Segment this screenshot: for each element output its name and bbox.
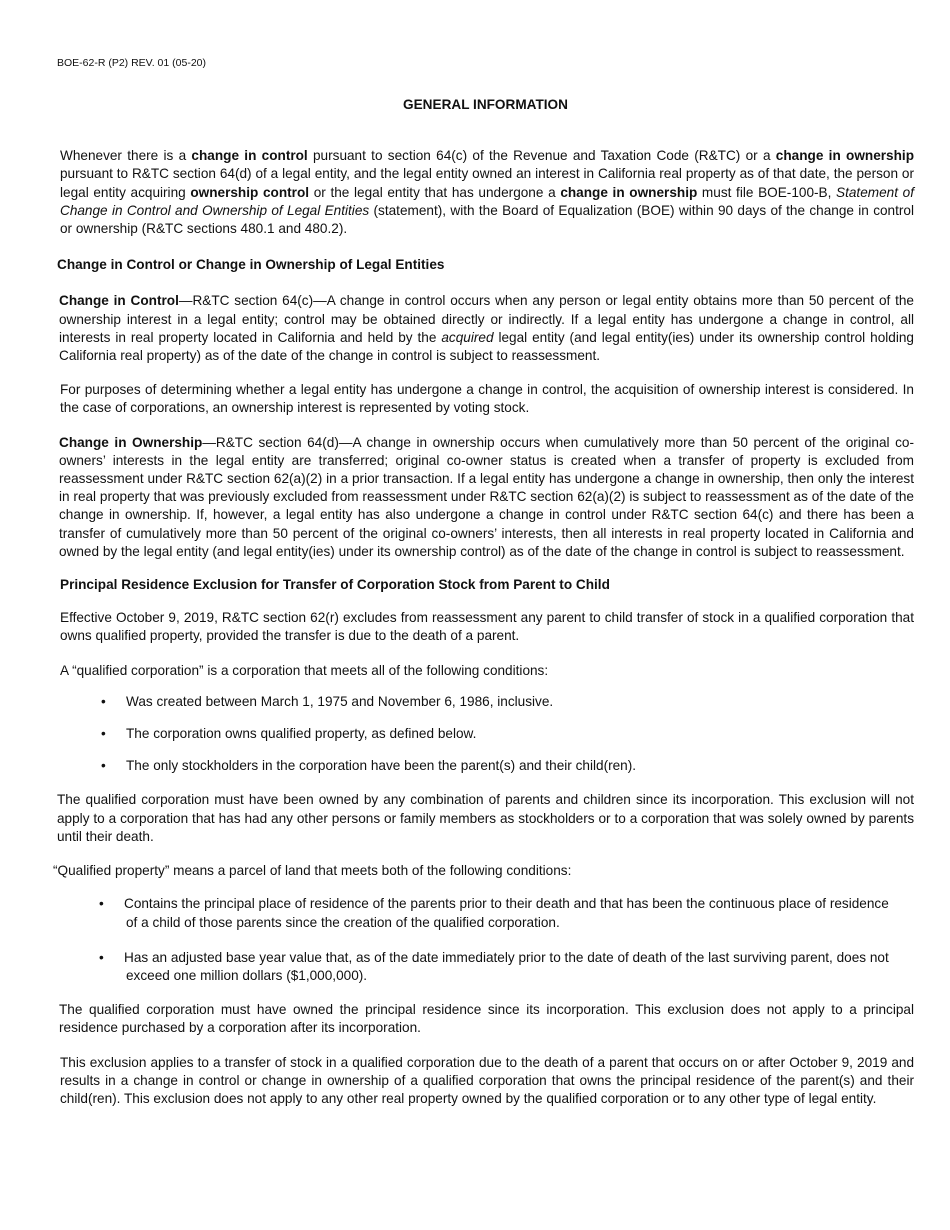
change-in-control-emphasis: acquired [441, 329, 494, 345]
list-item-text: Was created between March 1, 1975 and November 6, 1986, inclusive. [126, 693, 554, 709]
exclusion-applies-paragraph: This exclusion applies to a transfer of stock in a qualified corporation due to the death of a parent that occurs on or after October 9, 2019 and results in a change in control or change in ownership of a qualified corporation that owns the principal residence of the parent(s) and their child(ren). This exclusion does not apply to any other real property owned by the qualified corporation or to any other type of legal entity. [60, 1054, 914, 1106]
intro-term-change-in-ownership: change in ownership [775, 148, 914, 164]
qualified-corporation-residence-paragraph: The qualified corporation must have owned the principal residence since its incorporation. This exclusion does not apply to a principal residence purchased by a corporation after its incorporation. [59, 1002, 914, 1036]
list-item-text-line-2: of a child of those parents since the creation of the qualified corporation. [126, 914, 560, 930]
list-item-text-line-2: exceed one million dollars ($1,000,000). [126, 967, 368, 983]
list-item [99, 895, 914, 931]
intro-paragraph [57, 147, 914, 238]
change-in-control-term: Change in Control [59, 293, 179, 309]
list-item [99, 949, 914, 985]
change-in-ownership-text: —R&TC section 64(d)—A change in ownership occurs when cumulatively more than 50 percent of the original co-owners’ interests in the legal entity are transferred; original co-owner status is created when a transfer of property is excluded from reassessment under R&TC section 62(a)(2) in a prior transaction. If a legal entity has undergone a change in ownership, then only the interest in real property that was previously excluded from reassessment under R&TC section 62(a)(2) is subject to reassessment as of the date of the change in ownership. If, however, a legal entity has also undergone a change in control under R&TC section 64(c) and there has been a transfer of cumulatively more than 50 percent of the original co-owners’ interests, then all interests in real property located in California and owned by the legal entity (and legal entity(ies) under its ownership control) as of the date of the change in control is subject to reassessment. [59, 434, 914, 559]
change-in-control-text-2: legal entity (and legal entity(ies) under its ownership control holding California real property) as of the date of the change in control is subject to reassessment. [59, 329, 914, 364]
list-item [101, 757, 914, 775]
bullet: • [101, 726, 106, 742]
change-in-ownership-paragraph [57, 434, 914, 561]
list-item [101, 725, 914, 743]
intro-term-change-in-control: change in control [191, 148, 308, 164]
qualified-property-conditions [57, 895, 914, 985]
intro-text-3: pursuant to R&TC section 64(d) of a legal entity, and the legal entity owned an interest in California real property as of that date, the person or legal entity acquiring [60, 166, 914, 200]
form-id: BOE-62-R (P2) REV. 01 (05-20) [57, 57, 207, 69]
bullet: • [101, 693, 106, 709]
purposes-paragraph: For purposes of determining whether a legal entity has undergone a change in control, the acquisition of ownership interest is considered. In the case of corporations, an ownership interest is represented by voting stock. [60, 382, 914, 416]
intro-text-6: (statement), with the Board of Equalization (BOE) within 90 days of the change in control or ownership (R&TC sections 480.1 and 480.2). [60, 202, 915, 237]
qualified-property-intro: “Qualified property” means a parcel of land that meets both of the following conditions: [53, 863, 572, 879]
effective-paragraph: Effective October 9, 2019, R&TC section 62(r) excludes from reassessment any parent to child transfer of stock in a qualified corporation that owns qualified property, provided the transfer is due to the death of a parent. [60, 610, 914, 644]
list-item-text: The corporation owns qualified property, as defined below. [126, 726, 477, 742]
intro-text-1: Whenever there is a [60, 148, 192, 164]
list-item-text-line-1: Contains the principal place of residence of the parents prior to their death and that has been the continuous place of residence [124, 896, 889, 912]
intro-form-title: Statement of Change in Control and Ownership of Legal Entities [60, 184, 914, 218]
list-item [101, 693, 914, 711]
page-title: GENERAL INFORMATION [403, 97, 568, 112]
section-heading-change-in-control-ownership: Change in Control or Change in Ownership of Legal Entities [57, 257, 445, 273]
section-heading-principal-residence-exclusion: Principal Residence Exclusion for Transfer of Corporation Stock from Parent to Child [60, 577, 610, 593]
intro-text-2: pursuant to section 64(c) of the Revenue and Taxation Code (R&TC) or a [307, 148, 776, 164]
list-item-text: The only stockholders in the corporation have been the parent(s) and their child(ren). [126, 758, 637, 774]
bullet: • [99, 949, 104, 965]
list-item-text-line-1: Has an adjusted base year value that, as of the date immediately prior to the date of death of the last surviving parent, does not [124, 949, 889, 965]
intro-text-5: must file BOE-100-B, [697, 184, 837, 200]
change-in-ownership-term: Change in Ownership [59, 434, 203, 450]
bullet: • [101, 758, 106, 774]
qualified-corporation-conditions [57, 693, 914, 776]
qualified-corporation-intro: A “qualified corporation” is a corporation that meets all of the following conditions: [60, 662, 549, 678]
bullet: • [99, 896, 104, 912]
intro-term-change-in-ownership-2: change in ownership [560, 184, 698, 200]
intro-term-ownership-control: ownership control [190, 184, 310, 200]
change-in-control-text-1: —R&TC section 64(c)—A change in control occurs when any person or legal entity obtains more than 50 percent of the ownership interest in a legal entity; control may be obtained directly or indirectly. If a legal entity has undergone a change in control, all interests in real property located in California and held by the [59, 293, 914, 345]
change-in-control-paragraph [57, 292, 914, 365]
intro-text-4: or the legal entity that has undergone a [309, 184, 561, 200]
qualified-corporation-owned-paragraph: The qualified corporation must have been owned by any combination of parents and children since its incorporation. This exclusion will not apply to a corporation that has had any other persons or family members as stockholders or to a corporation that was solely owned by parents until their death. [57, 792, 914, 844]
